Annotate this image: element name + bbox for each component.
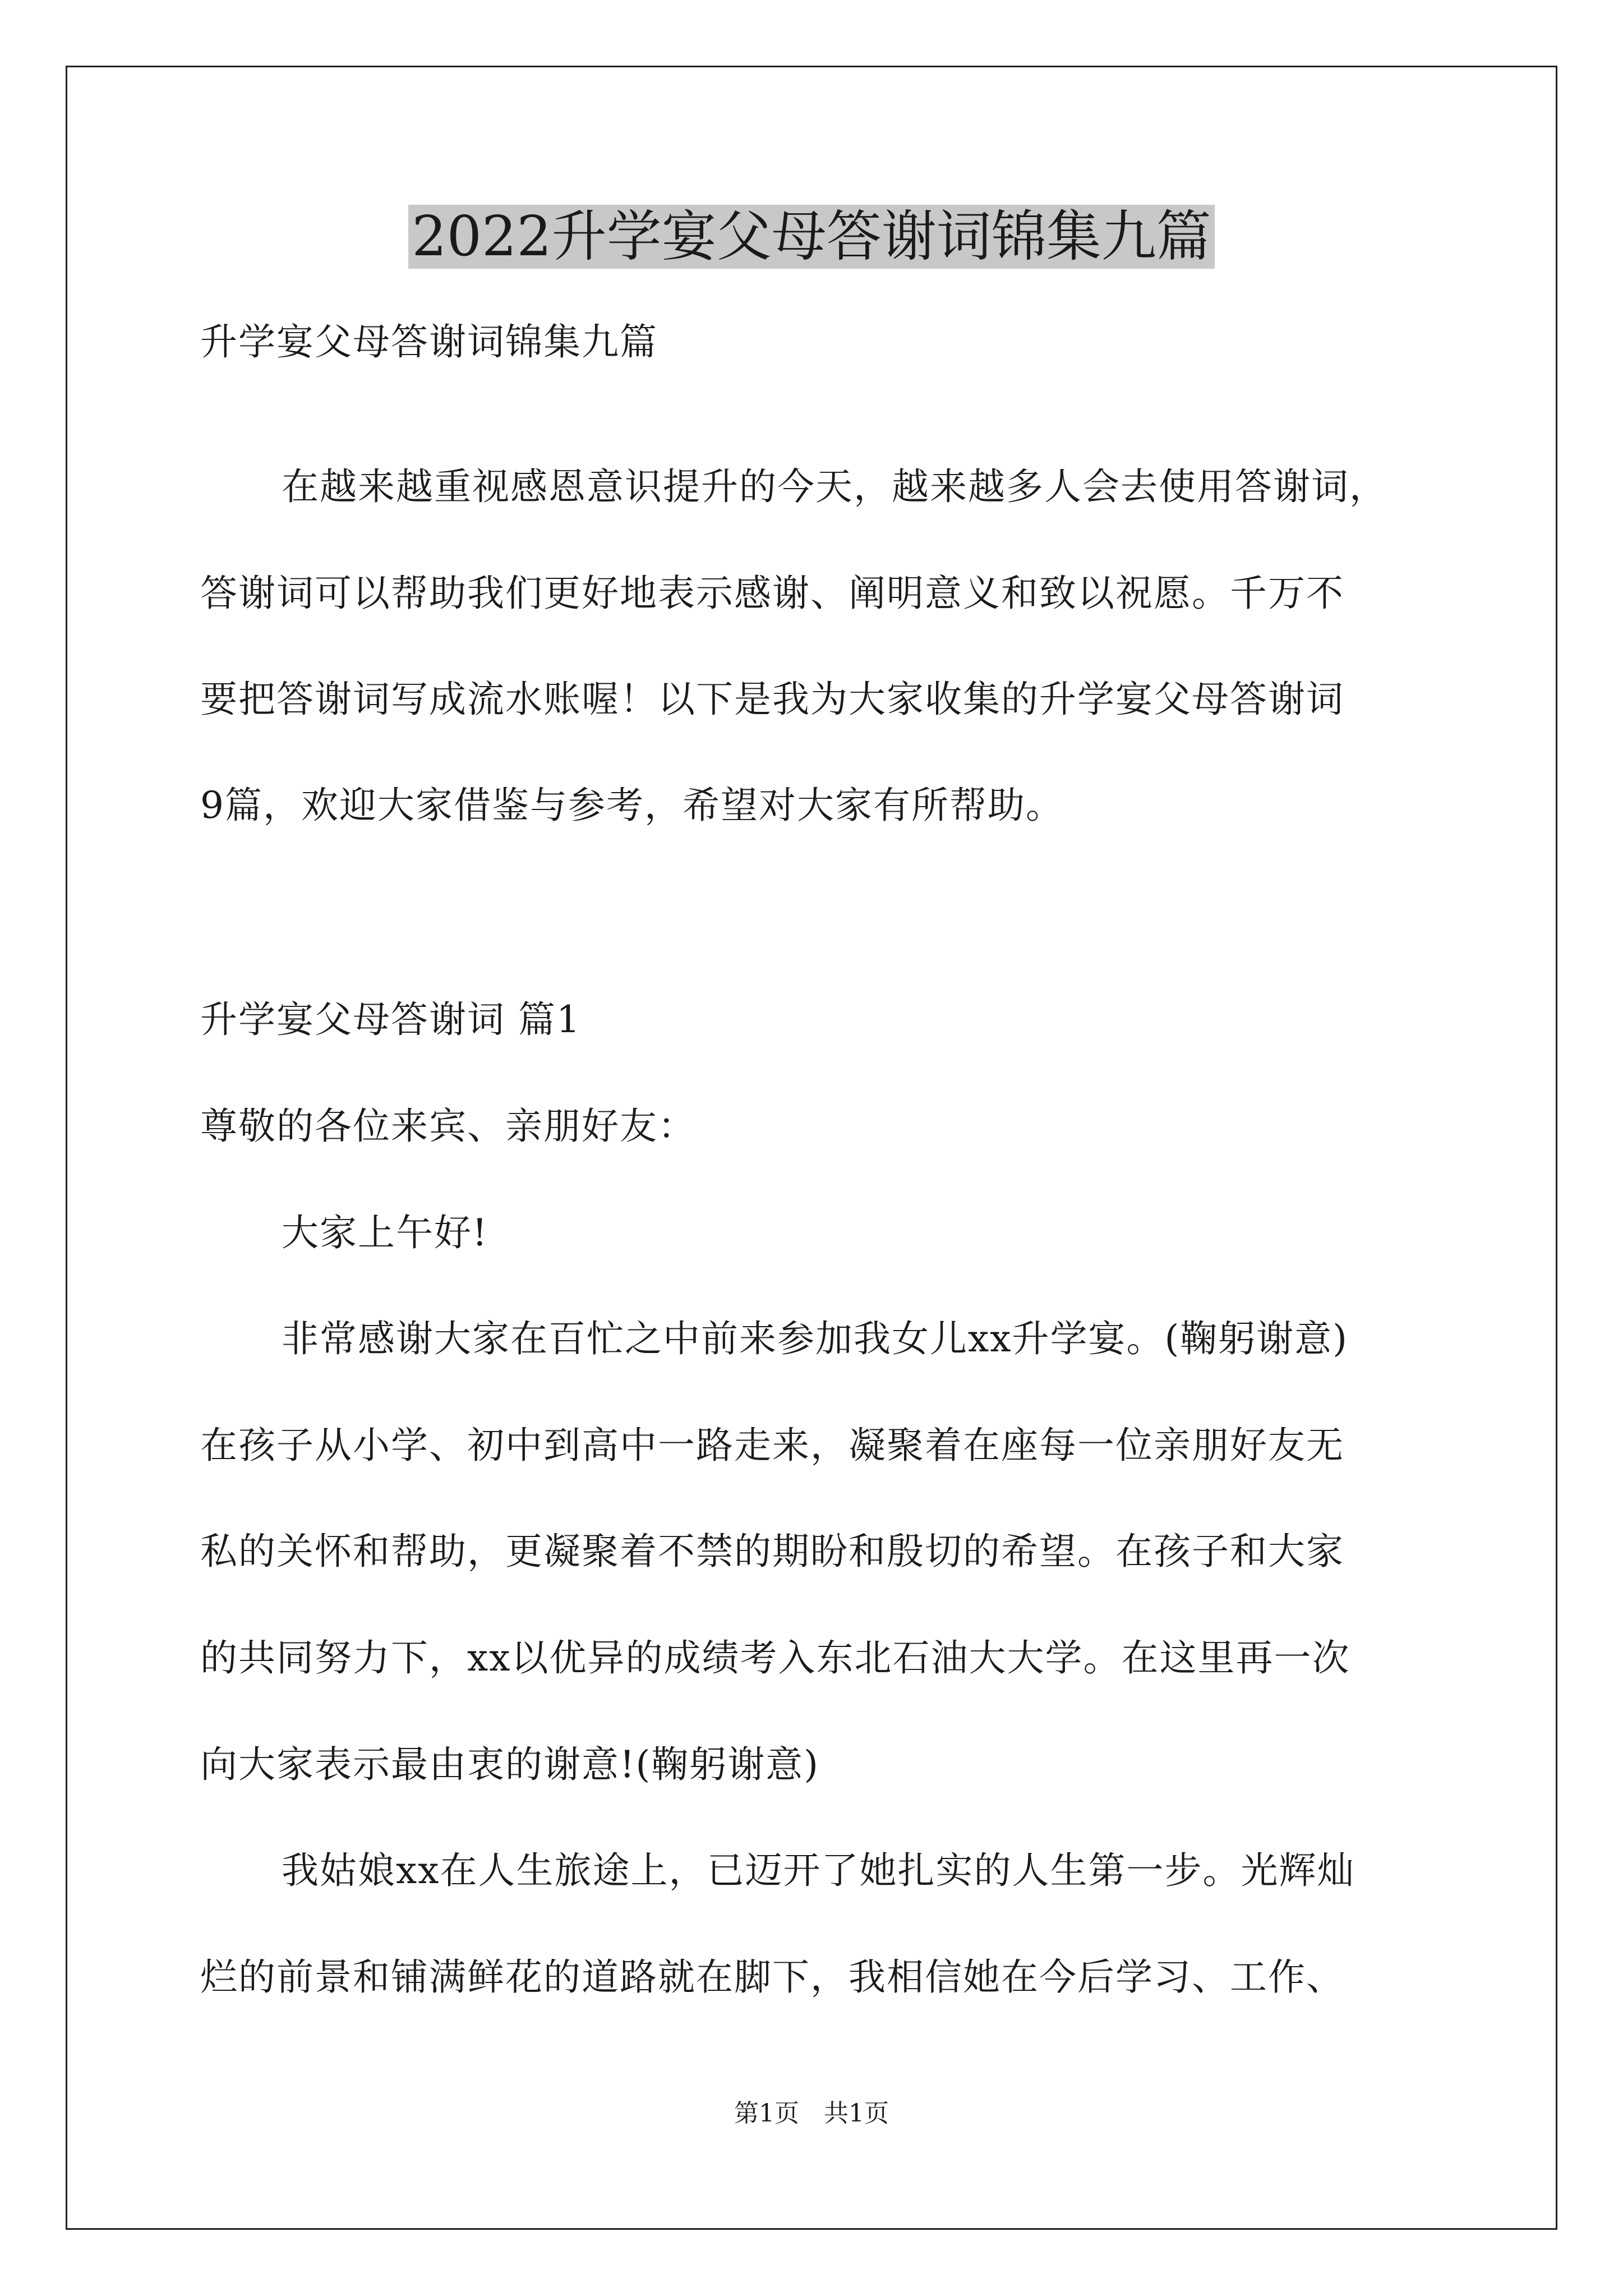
paragraph-line: 烂的前景和铺满鲜花的道路就在脚下，我相信她在今后学习、工作、 xyxy=(200,1955,1344,1999)
document-title xyxy=(0,197,1623,276)
paragraph-line: 非常感谢大家在百忙之中前来参加我女儿xx升学宴。(鞠躬谢意) xyxy=(282,1317,1348,1360)
document-title-text: 2022升学宴父母答谢词锦集九篇 xyxy=(408,205,1214,269)
paragraph-line: 9篇，欢迎大家借鉴与参考，希望对大家有所帮助。 xyxy=(200,784,1064,827)
paragraph-line: 答谢词可以帮助我们更好地表示感谢、阐明意义和致以祝愿。千万不 xyxy=(200,572,1344,615)
page-footer: 第1页 共1页 xyxy=(734,2099,889,2128)
greeting-line: 大家上午好! xyxy=(282,1211,488,1254)
paragraph-line: 私的关怀和帮助，更凝聚着不禁的期盼和殷切的希望。在孩子和大家 xyxy=(200,1530,1344,1573)
section-heading: 升学宴父母答谢词 篇1 xyxy=(200,998,581,1041)
paragraph-line: 在越来越重视感恩意识提升的今天，越来越多人会去使用答谢词， xyxy=(282,465,1387,508)
paragraph-line: 在孩子从小学、初中到高中一路走来，凝聚着在座每一位亲朋好友无 xyxy=(200,1424,1344,1467)
paragraph-line: 向大家表示最由衷的谢意!(鞠躬谢意) xyxy=(200,1743,820,1786)
salutation-line: 尊敬的各位来宾、亲朋好友： xyxy=(200,1105,696,1148)
subtitle-line: 升学宴父母答谢词锦集九篇 xyxy=(200,320,658,364)
paragraph-line: 要把答谢词写成流水账喔！以下是我为大家收集的升学宴父母答谢词 xyxy=(200,678,1344,721)
paragraph-line: 的共同努力下，xx以优异的成绩考入东北石油大大学。在这里再一次 xyxy=(200,1636,1350,1680)
paragraph-line: 我姑娘xx在人生旅途上，已迈开了她扎实的人生第一步。光辉灿 xyxy=(282,1849,1355,1892)
